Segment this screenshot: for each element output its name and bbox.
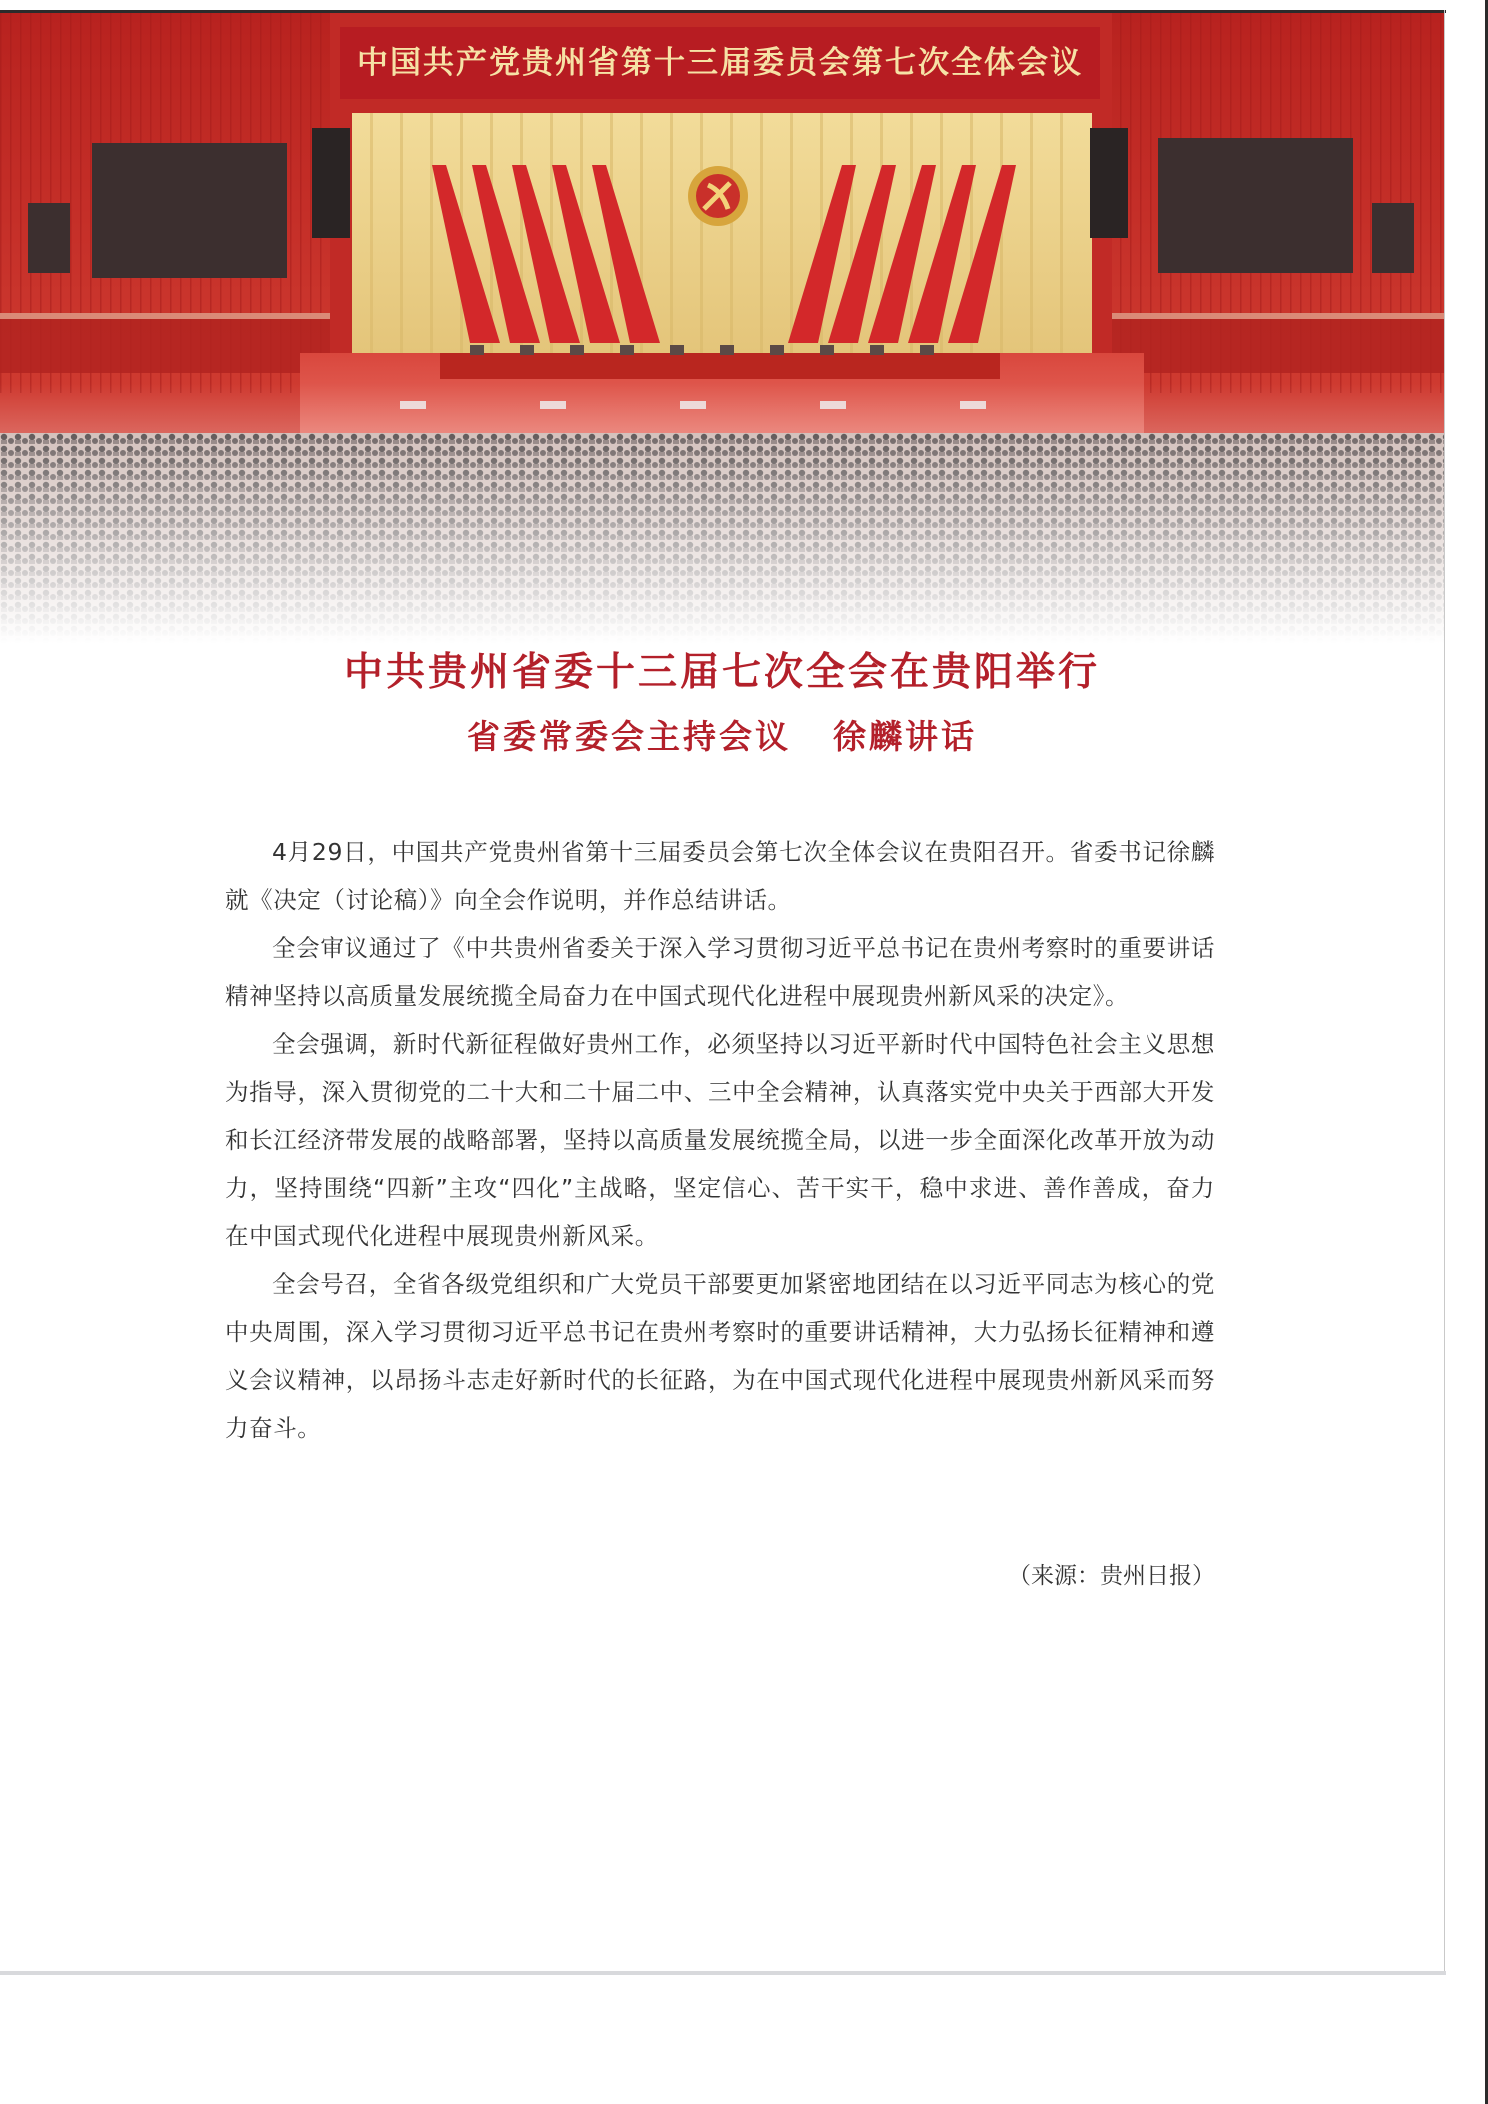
subtitle-part-1: 省委常委会主持会议 [467, 717, 791, 756]
article-source: （来源：贵州日报） [1008, 1563, 1215, 1589]
subtitle-part-2: 徐麟讲话 [833, 717, 977, 756]
bottom-rule [0, 1971, 1446, 1975]
screen-right [1158, 138, 1353, 273]
conference-hall-illustration [0, 13, 1444, 643]
article-body [225, 828, 1215, 1452]
paragraph: 全会审议通过了《中共贵州省委关于深入学习贯彻习近平总书记在贵州考察时的重要讲话精神坚持以高质量发展统揽全局奋力在中国式现代化进程中展现贵州新风采的决定》。 [225, 934, 1215, 1010]
paragraph: 全会号召，全省各级党组织和广大党员干部要更加紧密地团结在以习近平同志为核心的党中央周围，深入学习贯彻习近平总书记在贵州考察时的重要讲话精神，大力弘扬长征精神和遵义会议精神，以昂扬斗志走好新时代的长征路，为在中国式现代化进程中展现贵州新风采而努力奋斗。 [225, 1270, 1215, 1442]
party-emblem-icon [688, 166, 748, 226]
banner-text: 中国共产党贵州省第十三届委员会第七次全体会议 [357, 45, 1083, 81]
paragraph: 全会强调，新时代新征程做好贵州工作，必须坚持以习近平新时代中国特色社会主义思想为指导，深入贯彻党的二十大和二十届二中、三中全会精神，认真落实党中央关于西部大开发和长江经济带发展的战略部署，坚持以高质量发展统揽全局，以进一步全面深化改革开放为动力，坚持围绕“四新”主攻“四化”主战略，坚定信心、苦干实干，稳中求进、善作善成，奋力在中国式现代化进程中展现贵州新风采。 [225, 1030, 1215, 1250]
screen-left [92, 143, 287, 278]
right-rule [1444, 10, 1445, 1975]
paragraph: 4月29日，中国共产党贵州省第十三届委员会第七次全体会议在贵阳召开。省委书记徐麟就《决定（讨论稿）》向全会作说明，并作总结讲话。 [225, 838, 1215, 914]
article-subtitle [0, 714, 1444, 760]
hero-photo [0, 13, 1444, 643]
article-title: 中共贵州省委十三届七次全会在贵阳举行 [343, 649, 1100, 695]
